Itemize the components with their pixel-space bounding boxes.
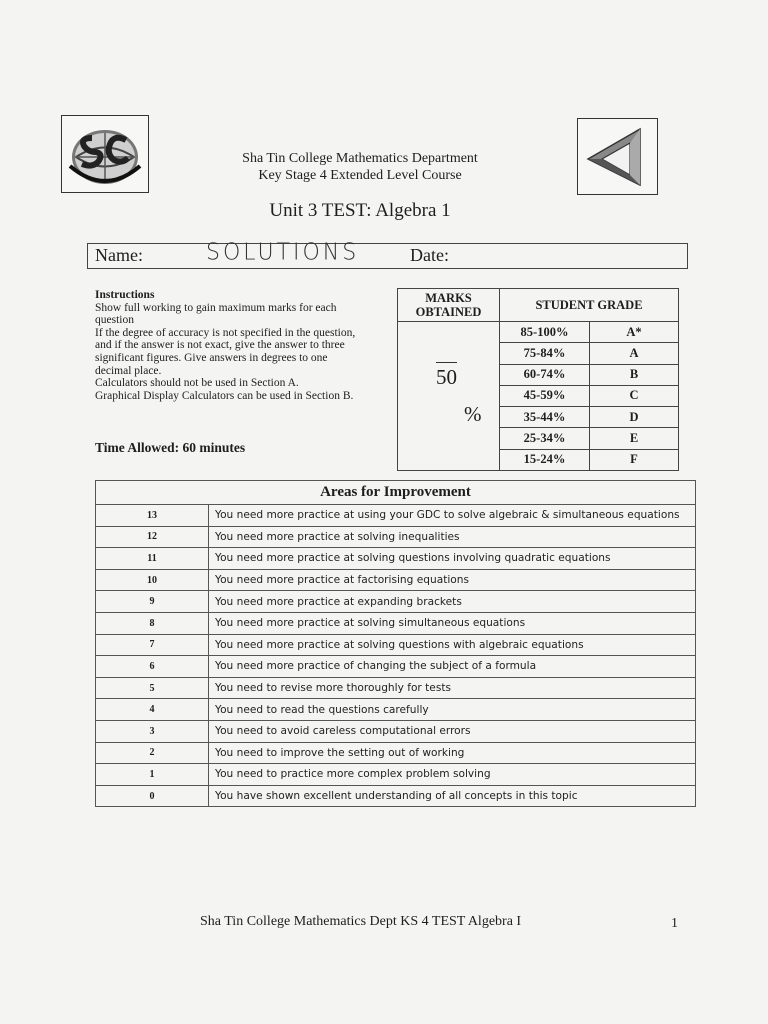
table-row	[96, 720, 696, 742]
grade-letter: B	[590, 364, 679, 385]
row-number: 7	[96, 634, 209, 656]
marks-grade-table	[397, 288, 679, 471]
grade-range: 75-84%	[500, 343, 590, 364]
instruction-line: Show full working to gain maximum marks for each	[95, 301, 337, 314]
page-number: 1	[671, 916, 678, 931]
marks-obtained-cell	[398, 322, 500, 471]
grade-range: 45-59%	[500, 385, 590, 406]
instructions-title: Instructions	[95, 289, 155, 301]
table-row	[96, 742, 696, 764]
date-label: Date:	[410, 245, 449, 265]
instruction-line: and if the answer is not exact, give the answer to three	[95, 339, 345, 352]
grade-letter: F	[590, 449, 679, 470]
grade-letter: D	[590, 407, 679, 428]
instruction-line: question	[95, 314, 134, 327]
table-row	[96, 634, 696, 656]
grade-range: 60-74%	[500, 364, 590, 385]
row-number: 12	[96, 526, 209, 548]
time-allowed: Time Allowed: 60 minutes	[95, 440, 246, 455]
row-number: 6	[96, 656, 209, 678]
name-value: SOLUTIONS	[206, 239, 360, 266]
instruction-line: Graphical Display Calculators can be used in Section B.	[95, 389, 354, 402]
row-text: You have shown excellent understanding of all concepts in this topic	[209, 785, 696, 807]
instruction-line: Calculators should not be used in Section A.	[95, 377, 299, 390]
row-text: You need to read the questions carefully	[209, 699, 696, 721]
table-row	[96, 699, 696, 721]
instruction-line: significant figures. Give answers in degrees to one	[95, 351, 328, 364]
grade-letter: C	[590, 385, 679, 406]
footer-text: Sha Tin College Mathematics Dept KS 4 TEST Algebra I	[200, 914, 522, 929]
row-number: 10	[96, 569, 209, 591]
table-row	[96, 548, 696, 570]
marks-header-line1: MARKS	[425, 291, 472, 305]
grade-letter: A*	[590, 322, 679, 343]
grade-header: STUDENT GRADE	[500, 289, 679, 322]
row-number: 9	[96, 591, 209, 613]
grade-letter: E	[590, 428, 679, 449]
row-text: You need to improve the setting out of working	[209, 742, 696, 764]
department-name: Sha Tin College Mathematics Department	[242, 151, 478, 166]
improvement-table	[95, 480, 696, 807]
row-number: 1	[96, 764, 209, 786]
percent-sign: %	[464, 402, 482, 426]
row-text: You need more practice at using your GDC to solve algebraic & simultaneous equations	[209, 505, 696, 527]
row-text: You need more practice at solving simultaneous equations	[209, 612, 696, 634]
row-text: You need to revise more thoroughly for tests	[209, 677, 696, 699]
row-number: 8	[96, 612, 209, 634]
row-number: 4	[96, 699, 209, 721]
row-number: 3	[96, 720, 209, 742]
table-row	[96, 569, 696, 591]
table-row	[96, 612, 696, 634]
table-row	[96, 505, 696, 527]
page-title: Unit 3 TEST: Algebra 1	[269, 200, 451, 221]
name-date-bar	[87, 239, 688, 269]
grade-range: 35-44%	[500, 407, 590, 428]
marks-header	[398, 289, 500, 322]
course-name: Key Stage 4 Extended Level Course	[258, 168, 462, 183]
table-row	[96, 764, 696, 786]
row-number: 5	[96, 677, 209, 699]
table-row	[96, 656, 696, 678]
row-number: 2	[96, 742, 209, 764]
row-number: 11	[96, 548, 209, 570]
row-text: You need more practice at solving questions involving quadratic equations	[209, 548, 696, 570]
mark-total: 50	[436, 362, 457, 390]
marks-header-line2: OBTAINED	[415, 305, 482, 319]
grade-range: 15-24%	[500, 449, 590, 470]
grade-range: 85-100%	[500, 322, 590, 343]
table-row	[96, 785, 696, 807]
row-text: You need to avoid careless computational errors	[209, 720, 696, 742]
row-text: You need more practice at solving inequalities	[209, 526, 696, 548]
row-text: You need more practice at factorising equations	[209, 569, 696, 591]
instruction-line: If the degree of accuracy is not specified in the question,	[95, 326, 356, 339]
instructions	[95, 289, 385, 402]
improvement-title: Areas for Improvement	[96, 481, 696, 505]
name-label: Name:	[95, 245, 143, 265]
row-number: 13	[96, 505, 209, 527]
row-number: 0	[96, 785, 209, 807]
grade-range: 25-34%	[500, 428, 590, 449]
triangle-logo	[577, 118, 658, 195]
table-row	[96, 526, 696, 548]
row-text: You need to practice more complex problem solving	[209, 764, 696, 786]
instruction-line: decimal place.	[95, 364, 162, 377]
row-text: You need more practice of changing the subject of a formula	[209, 656, 696, 678]
grade-letter: A	[590, 343, 679, 364]
table-row	[96, 591, 696, 613]
table-row	[96, 677, 696, 699]
row-text: You need more practice at expanding brackets	[209, 591, 696, 613]
school-logo	[61, 115, 149, 193]
row-text: You need more practice at solving questions with algebraic equations	[209, 634, 696, 656]
